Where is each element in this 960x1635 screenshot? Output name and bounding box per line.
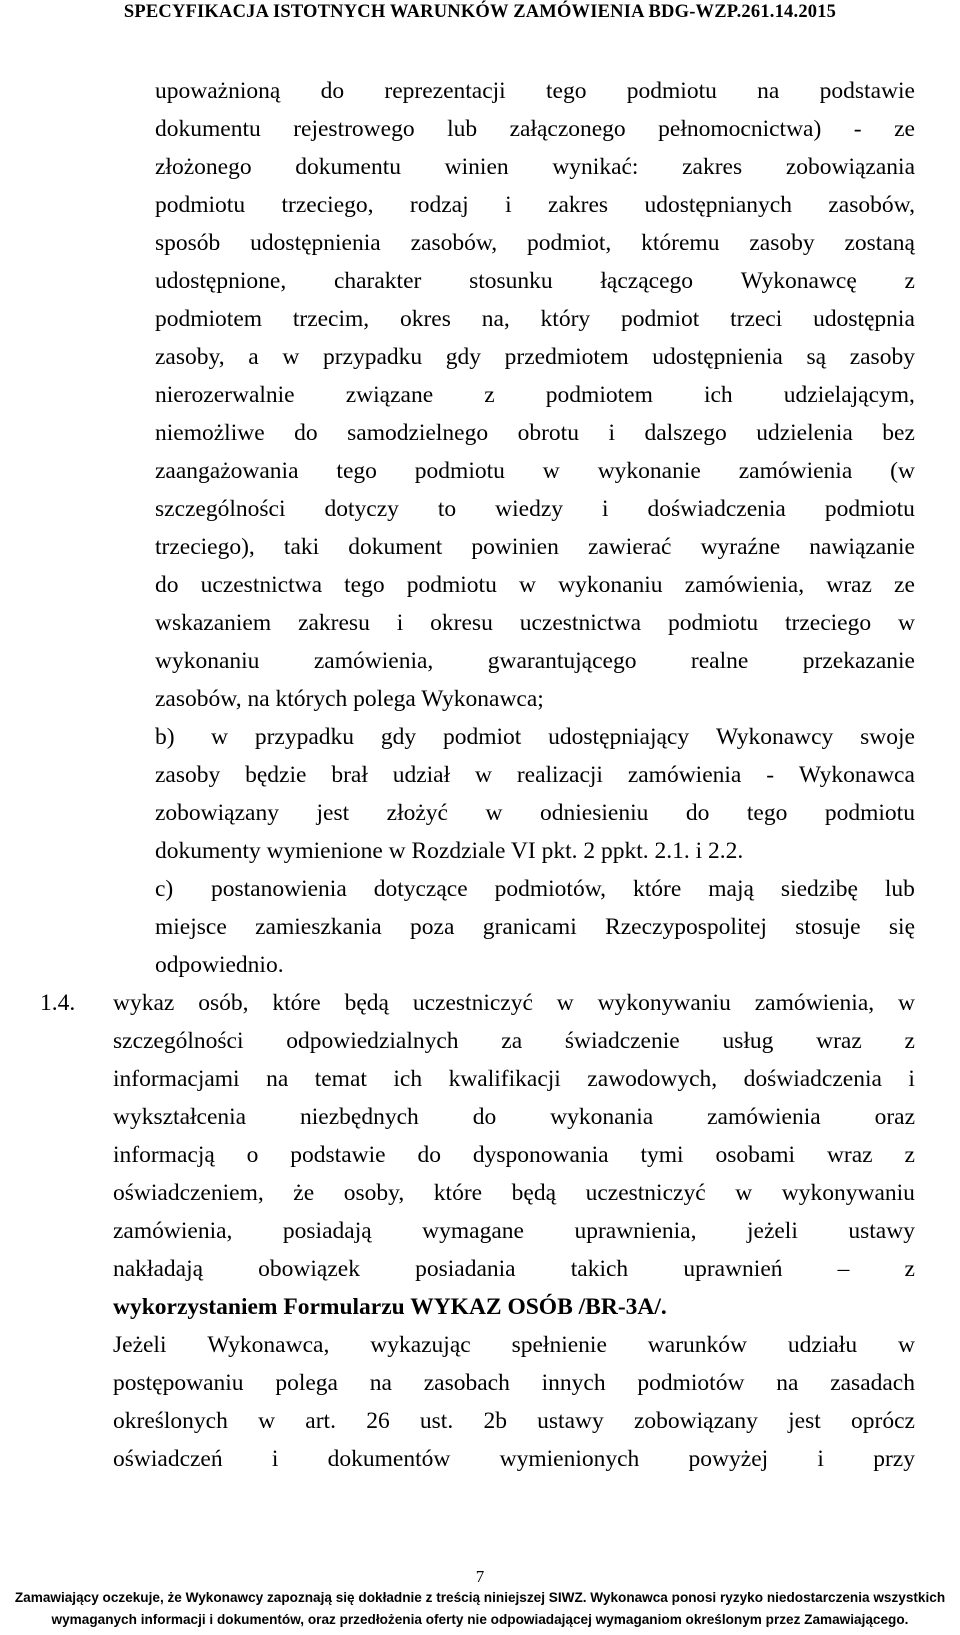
line-text: zasobów, na których polega Wykonawca; [155, 686, 544, 712]
footer-line: wymaganych informacji i dokumentów, oraz przedłożenia oferty nie odpowiadającej wymaganiom określonym przez Zamawiającego. [51, 1612, 909, 1627]
line-text: szczególności dotyczy to wiedzy i doświadczenia podmiotu [155, 496, 915, 522]
text-line [0, 836, 960, 876]
text-line [0, 1406, 960, 1446]
text-line [0, 950, 960, 990]
list-item-1-4 [0, 988, 960, 1028]
text-line [0, 1140, 960, 1180]
text-line [0, 1102, 960, 1142]
line-text: zasoby będzie brał udział w realizacji zamówienia - Wykonawca [155, 762, 915, 788]
line-text: zasoby, a w przypadku gdy przedmiotem udostępnienia są zasoby [155, 344, 915, 370]
text-line [0, 1064, 960, 1104]
footer-notice [0, 1587, 960, 1631]
line-text: wykonaniu zamówienia, gwarantującego realne przekazanie [155, 648, 915, 674]
list-item-c [0, 874, 960, 914]
line-text: trzeciego), taki dokument powinien zawierać wyraźne nawiązanie [155, 534, 915, 560]
text-line [0, 684, 960, 724]
text-line [0, 798, 960, 838]
text-line [0, 1330, 960, 1370]
line-text: postępowaniu polega na zasobach innych podmiotów na zasadach [113, 1370, 915, 1396]
line-text: Jeżeli Wykonawca, wykazując spełnienie warunków udziału w [113, 1332, 915, 1358]
line-text: wykaz osób, które będą uczestniczyć w wykonywaniu zamówienia, w [113, 990, 915, 1016]
line-text: w przypadku gdy podmiot udostępniający Wykonawcy swoje [211, 724, 915, 750]
line-text: określonych w art. 26 ust. 2b ustawy zobowiązany jest oprócz [113, 1408, 915, 1434]
line-text: szczególności odpowiedzialnych za świadczenie usług wraz z [113, 1028, 915, 1054]
page-number: 7 [475, 1567, 485, 1586]
list-marker: b) [155, 724, 175, 750]
text-line [0, 304, 960, 344]
text-line [0, 760, 960, 800]
line-text: podmiotem trzecim, okres na, który podmiot trzeci udostępnia [155, 306, 915, 332]
line-text: informacją o podstawie do dysponowania tymi osobami wraz z [113, 1142, 915, 1168]
line-text: oświadczeń i dokumentów wymienionych powyżej i przy [113, 1446, 915, 1472]
line-text: oświadczeniem, że osoby, które będą uczestniczyć w wykonywaniu [113, 1180, 915, 1206]
line-text: nakładają obowiązek posiadania takich uprawnień – z [113, 1256, 915, 1282]
text-line [0, 532, 960, 572]
line-text: nierozerwalnie związane z podmiotem ich udzielającym, [155, 382, 915, 408]
text-line [0, 1026, 960, 1066]
list-marker: c) [155, 876, 174, 902]
line-text: do uczestnictwa tego podmiotu w wykonaniu zamówienia, wraz ze [155, 572, 915, 598]
line-text: niemożliwe do samodzielnego obrotu i dalszego udzielenia bez [155, 420, 915, 446]
line-text: podmiotu trzeciego, rodzaj i zakres udostępnianych zasobów, [155, 192, 915, 218]
line-text: dokumenty wymienione w Rozdziale VI pkt. 2 ppkt. 2.1. i 2.2. [155, 838, 744, 864]
text-line [0, 912, 960, 952]
text-line [0, 228, 960, 268]
text-line [0, 1368, 960, 1408]
text-line [0, 570, 960, 610]
text-line [0, 190, 960, 230]
line-text: informacjami na temat ich kwalifikacji zawodowych, doświadczenia i [113, 1066, 915, 1092]
document-header: SPECYFIKACJA ISTOTNYCH WARUNKÓW ZAMÓWIENIA BDG-WZP.261.14.2015 [123, 2, 837, 22]
text-line [0, 418, 960, 458]
line-text: zaangażowania tego podmiotu w wykonanie zamówienia (w [155, 458, 915, 484]
list-marker: 1.4. [40, 990, 76, 1016]
line-text: zobowiązany jest złożyć w odniesieniu do tego podmiotu [155, 800, 915, 826]
line-text: odpowiednio. [155, 952, 284, 978]
text-line [0, 1216, 960, 1256]
text-line [0, 494, 960, 534]
text-line [0, 266, 960, 306]
text-line [0, 114, 960, 154]
text-line [0, 76, 960, 116]
bold-text: wykorzystaniem Formularzu WYKAZ OSÓB /BR-3A/. [113, 1294, 667, 1320]
text-line [0, 152, 960, 192]
line-text: złożonego dokumentu winien wynikać: zakres zobowiązania [155, 154, 915, 180]
text-line [0, 380, 960, 420]
line-text: dokumentu rejestrowego lub załączonego pełnomocnictwa) - ze [155, 116, 915, 142]
text-line [0, 1254, 960, 1294]
text-line [0, 608, 960, 648]
text-line [0, 1444, 960, 1484]
text-line [0, 342, 960, 382]
list-item-b [0, 722, 960, 762]
line-text: udostępnione, charakter stosunku łączącego Wykonawcę z [155, 268, 915, 294]
footer-line: Zamawiający oczekuje, że Wykonawcy zapoznają się dokładnie z treścią niniejszej SIWZ. Wykonawca ponosi ryzyko niedostarczenia wszystkich [14, 1590, 946, 1605]
text-line [0, 456, 960, 496]
line-text: zamówienia, posiadają wymagane uprawnienia, jeżeli ustawy [113, 1218, 915, 1244]
line-text: wykształcenia niezbędnych do wykonania zamówienia oraz [113, 1104, 915, 1130]
line-text: sposób udostępnienia zasobów, podmiot, któremu zasoby zostaną [155, 230, 915, 256]
text-line [0, 646, 960, 686]
line-text: upoważnioną do reprezentacji tego podmiotu na podstawie [155, 78, 915, 104]
line-text: miejsce zamieszkania poza granicami Rzeczypospolitej stosuje się [155, 914, 915, 940]
line-text: wskazaniem zakresu i okresu uczestnictwa podmiotu trzeciego w [155, 610, 915, 636]
text-line [0, 1292, 960, 1332]
text-line [0, 1178, 960, 1218]
line-text: postanowienia dotyczące podmiotów, które mają siedzibę lub [211, 876, 915, 902]
